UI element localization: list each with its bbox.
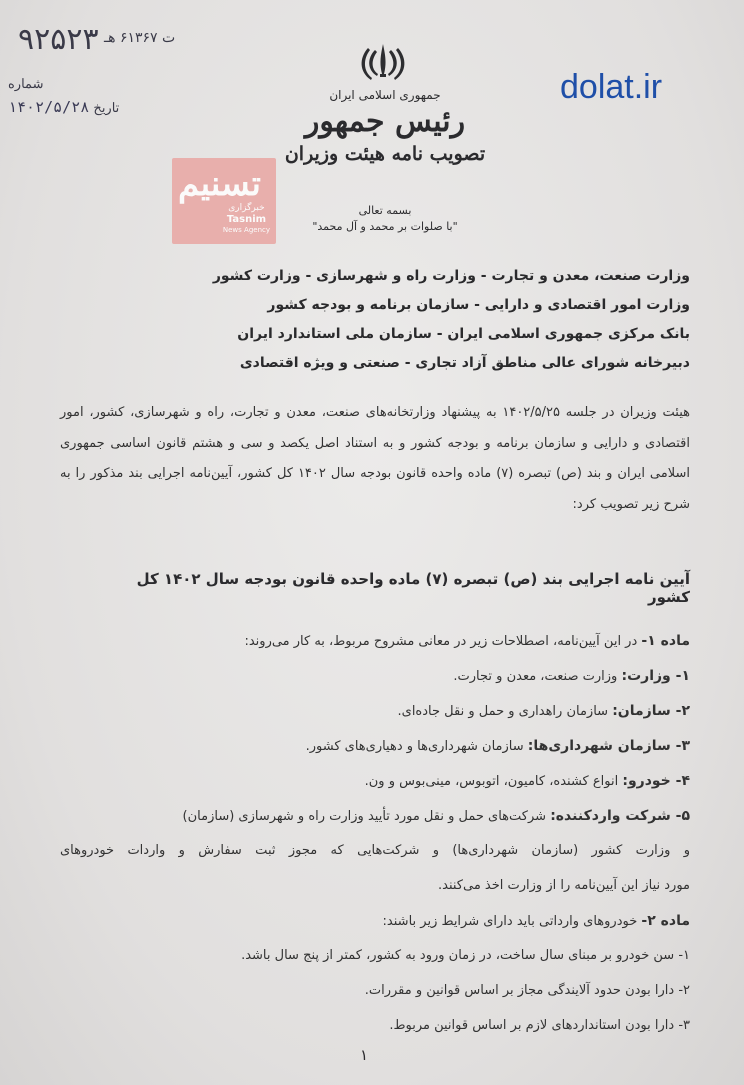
watermark-agency: خبرگزاری Tasnim News Agency [222,203,270,234]
definition-4: ۴- خودرو: انواع کشنده، کامیون، اتوبوس، مینی‌بوس و ون. [364,773,690,789]
number-date-block [8,74,158,120]
country-name: جمهوری اسلامی ایران [329,88,441,102]
watermark-brand-mark: تسنیم [178,164,261,204]
iran-emblem-icon [355,40,411,90]
page-number: ۱ [360,1046,369,1064]
date-value: ۱۴۰۲/۵/۲۸ [8,98,90,116]
salawat: "با صلوات بر محمد و آل محمد" [312,220,458,233]
condition-3: ۳- دارا بودن استانداردهای لازم بر اساس قوانین مربوط. [389,1018,690,1033]
number-label: شماره [8,77,44,92]
definition-1: ۱- وزارت: وزارت صنعت، معدن و تجارت. [453,668,690,684]
definition-5-line-3: مورد نیاز این آیین‌نامه را از وزارت اخذ می‌کنند. [438,878,690,893]
regulation-body [60,626,690,1046]
definition-5: ۵- شرکت واردکننده: شرکت‌های حمل و نقل مورد تأیید وزارت راه و شهرسازی (سازمان) [182,808,690,824]
letter-number: ۹۲۵۲۳ [18,22,99,57]
addressee-line: دبیرخانه شورای عالی مناطق آزاد تجاری - صنعتی و ویژه اقتصادی [239,355,690,371]
article-2-intro: ماده ۲- خودروهای وارداتی باید دارای شرایط زیر باشند: [382,913,690,929]
basmala-block [290,203,480,235]
addressee-line: بانک مرکزی جمهوری اسلامی ایران - سازمان ملی استاندارد ایران [237,326,690,342]
addressee-list [150,262,690,378]
letterhead [260,88,510,165]
article-1-intro: ماده ۱- در این آیین‌نامه، اصطلاحات زیر در معانی مشروح مربوط، به کار می‌روند: [244,633,690,649]
addressee-line: وزارت امور اقتصادی و دارایی - سازمان برنامه و بودجه کشور [267,297,690,313]
site-label: dolat.ir [560,68,663,106]
tasnim-watermark [172,158,276,244]
basmala: بسمه تعالی [358,204,412,217]
date-label: تاریخ [93,101,120,116]
addressee-line: وزارت صنعت، معدن و تجارت - وزارت راه و شهرسازی - وزارت کشور [212,268,690,284]
document-type: تصویب نامه هیئت وزیران [284,143,486,165]
reference-code: ت ۶۱۳۶۷ هـ [104,30,176,46]
intro-paragraph: هیئت وزیران در جلسه ۱۴۰۲/۵/۲۵ به پیشنهاد وزارتخانه‌های صنعت، معدن و تجارت، راه و شهرسازی، کشور، امور اقتصادی و دارایی و سازمان برنامه و بودجه کشور و به استناد اصل یکصد و سی و هشتم قانون اساسی جمهوری اسلامی ایران و بند (ص) تبصره (۷) ماده واحده قانون بودجه سال ۱۴۰۲ کل کشور، آیین‌نامه اجرایی بند مذکور را به شرح زیر تصویب کرد: [60,405,690,512]
condition-1: ۱- سن خودرو بر مبنای سال ساخت، در زمان ورود به کشور، کمتر از پنج سال باشد. [241,948,690,963]
regulation-title: آیین نامه اجرایی بند (ص) تبصره (۷) ماده واحده قانون بودجه سال ۱۴۰۲ کل کشور [136,570,690,606]
definition-2: ۲- سازمان: سازمان راهداری و حمل و نقل جاده‌ای. [397,703,690,719]
definition-3: ۳- سازمان شهرداری‌ها: سازمان شهرداری‌ها و دهیاری‌های کشور. [305,738,690,754]
condition-2: ۲- دارا بودن حدود آلایندگی مجاز بر اساس قوانین و مقررات. [364,983,690,998]
definition-5-line-2: و وزارت کشور (سازمان شهرداری‌ها) و شرکت‌هایی که مجوز ثبت سفارش و واردات خودروهای [60,843,690,858]
office-title: رئیس جمهور [304,104,466,139]
